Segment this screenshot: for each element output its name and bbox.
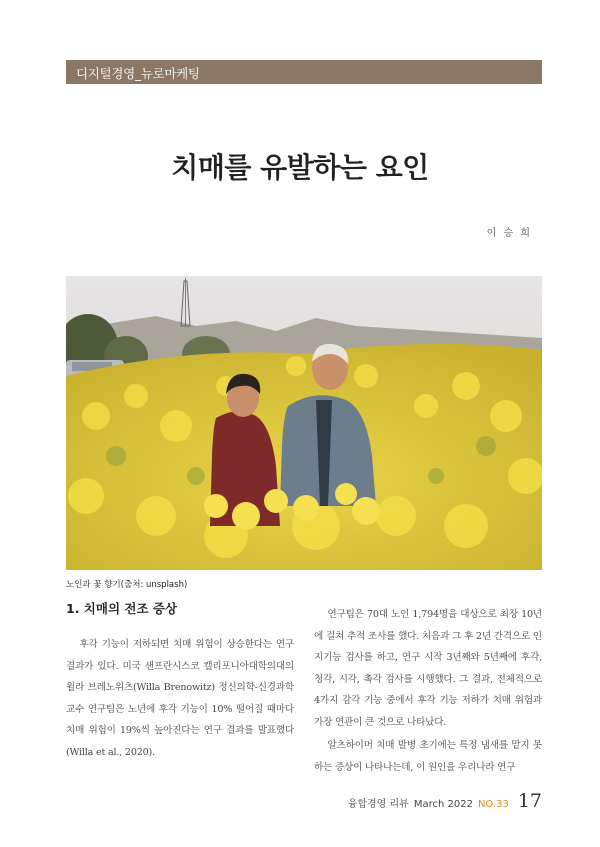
body-paragraph: 후각 기능이 저하되면 치매 위험이 상승한다는 연구 결과가 있다. 미국 샌프란시스코 캘리포니아대학의대의 윌라 브레노위츠(Willa Brenowitz) 정신의학-신경과학 교수 연구팀은 노년에 후각 기능이 10% 떨어질 때마다 치매 위험이 19%씩 높아진다는 연구 결과를 발표했다(Willa et al., 2020). bbox=[66, 639, 294, 758]
issue-date: March 2022 bbox=[413, 799, 473, 810]
section-heading: 1. 치매의 전조 증상 bbox=[66, 601, 178, 616]
right-column bbox=[314, 604, 542, 778]
body-paragraph: 알츠하이머 치매 발병 초기에는 특정 냄새를 맡지 못하는 증상이 나타나는데, 이 원인을 우리나라 연구 bbox=[314, 740, 542, 773]
article-photo bbox=[66, 276, 542, 570]
left-column bbox=[66, 600, 294, 763]
page-number: 17 bbox=[517, 790, 542, 812]
body-paragraph: 연구팀은 70대 노인 1,794명을 대상으로 최장 10년에 걸쳐 추적 조사를 했다. 처음과 그 후 2년 간격으로 인지기능 검사를 하고, 연구 시작 3년째와 5년째에 후각, 청각, 시각, 촉각 검사를 시행했다. 그 결과, 전체적으로 4가지 감각 기능 중에서 후각 기능 저하가 치매 위험과 가장 연관이 큰 것으로 나타났다. bbox=[314, 609, 542, 728]
photo-caption: 노인과 꽃 향기(출처: unsplash) bbox=[66, 580, 188, 590]
section-header-bar bbox=[66, 60, 542, 84]
photo-illustration bbox=[66, 276, 542, 570]
article-title: 치매를 유발하는 요인 bbox=[171, 151, 429, 184]
section-label: 디지털경영_뉴로마케팅 bbox=[76, 66, 200, 81]
journal-name: 융합경영 리뷰 bbox=[347, 799, 409, 810]
page-footer bbox=[348, 790, 542, 814]
issue-number: NO.33 bbox=[477, 799, 509, 810]
author-name: 이 승 희 bbox=[486, 228, 532, 239]
